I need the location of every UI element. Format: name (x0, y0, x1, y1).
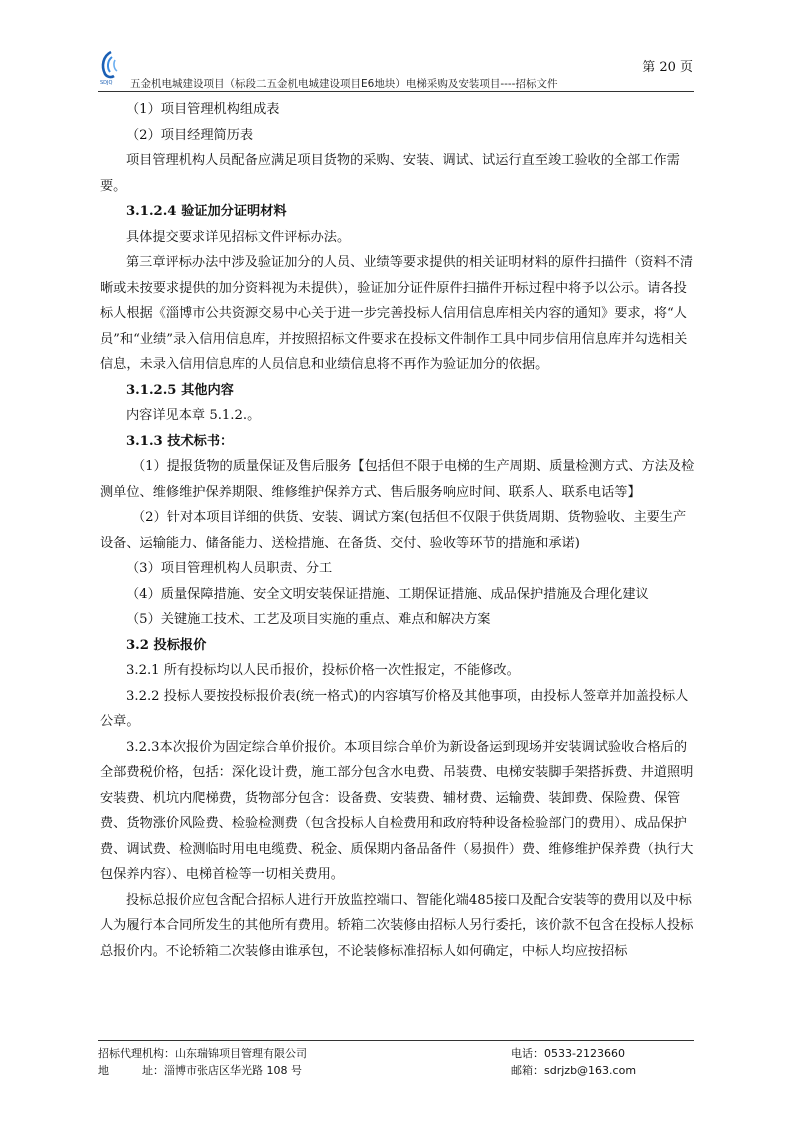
body-paragraph: （1）提报货物的质量保证及售后服务【包括但不限于电梯的生产周期、质量检测方式、方法及检测单位、维修维护保养期限、维修维护保养方式、售后服务响应时间、联系人、联系电话等】 (100, 459, 695, 500)
footer-email: 邮箱：sdrjzb@163.com (511, 1064, 637, 1077)
body-paragraph: （1）项目管理机构组成表 (126, 102, 280, 117)
page-number: 第 20 页 (642, 60, 693, 75)
document-body (100, 97, 698, 964)
section-heading: 3.1.3 技术标书： (126, 433, 234, 449)
body-paragraph: 具体提交要求详见招标文件评标办法。 (126, 229, 351, 245)
body-paragraph: （4）质量保障措施、安全文明安装保证措施、工期保证措施、成品保护措施及合理化建议 (126, 586, 649, 602)
body-paragraph: 3.2.1 所有投标均以人民币报价，投标价格一次性报定，不能修改。 (126, 663, 520, 678)
document-header-title: 五金机电城建设项目（标段二五金机电城建设项目E6地块）电梯采购及安装项目----招标文件 (130, 78, 558, 90)
body-paragraph: 第三章评标办法中涉及验证加分的人员、业绩等要求提供的相关证明材料的原件扫描件（资料不清晰或未按要求提供的加分资料视为未提供），验证加分证件原件扫描件开标过程中将予以公示。请各投标人根据《淄博市公共资源交易中心关于进一步完善投标人信用信息库相关内容的通知》要求，将“人员”和“业绩”录入信用信息库，并按照招标文件要求在投标文件制作工具中同步信用信息库并勾选相关信息，未录入信用信息库的人员信息和业绩信息将不再作为验证加分的依据。 (100, 255, 694, 372)
footer-agency: 招标代理机构：山东瑞锦项目管理有限公司 (98, 1047, 307, 1060)
company-logo-icon (98, 50, 124, 80)
body-paragraph: （2）项目经理简历表 (126, 127, 254, 143)
body-paragraph: 项目管理机构人员配备应满足项目货物的采购、安装、调试、试运行直至竣工验收的全部工作需要。 (100, 153, 680, 194)
section-heading: 3.1.2.4 验证加分证明材料 (126, 204, 287, 219)
footer-address: 地 址：淄博市张店区华光路 108 号 (98, 1064, 302, 1077)
body-paragraph: （2）针对本项目详细的供货、安装、调试方案(包括但不仅限于供货周期、货物验收、主要生产设备、运输能力、储备能力、送检措施、在备货、交付、验收等环节的措施和承诺) (100, 510, 687, 551)
footer-divider (98, 1040, 694, 1041)
section-heading: 3.1.2.5 其他内容 (126, 382, 234, 398)
body-paragraph: 3.2.3本次报价为固定综合单价报价。本项目综合单价为新设备运到现场并安装调试验收合格后的全部费税价格，包括：深化设计费，施工部分包含水电费、吊装费、电梯安装脚手架搭拆费、井道照明安装费、机坑内爬梯费，货物部分包含：设备费、安装费、辅材费、运输费、装卸费、保险费、保管费、货物涨价风险费、检验检测费（包含投标人自检费用和政府特种设备检验部门的费用）、成品保护费、调试费、检测临时用电电缆费、税金、质保期内备品备件（易损件）费、维修维护保养费（执行大包保养内容）、电梯首检等一切相关费用。 (100, 739, 694, 882)
body-paragraph: 3.2.2 投标人要按投标报价表(统一格式)的内容填写价格及其他事项，由投标人签章并加盖投标人公章。 (100, 688, 689, 729)
body-paragraph: （5）关键施工技术、工艺及项目实施的重点、难点和解决方案 (126, 612, 491, 627)
header-divider (98, 91, 694, 92)
body-paragraph: 内容详见本章 5.1.2.。 (126, 408, 261, 423)
footer-phone: 电话：0533-2123660 (511, 1047, 625, 1060)
body-paragraph: 投标总报价应包含配合招标人进行开放监控端口、智能化端485接口及配合安装等的费用以及中标人为履行本合同所发生的其他所有费用。轿箱二次装修由招标人另行委托，该价款不包含在投标人投标总报价内。不论轿箱二次装修由谁承包，不论装修标准招标人如何确定，中标人均应按招标 (100, 892, 694, 959)
section-heading: 3.2 投标报价 (126, 637, 207, 653)
body-paragraph: （3）项目管理机构人员职责、分工 (126, 561, 333, 576)
logo-text: SDJQ (100, 80, 113, 86)
